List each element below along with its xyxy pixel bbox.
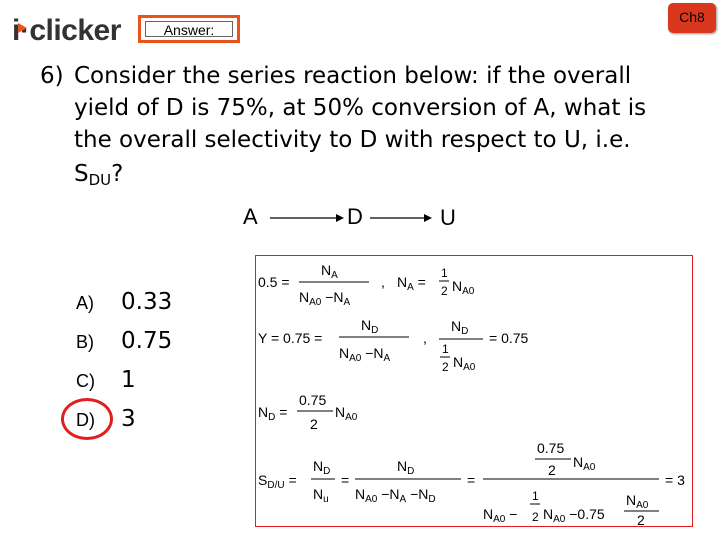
play-arrow-icon <box>18 23 27 33</box>
svg-text:ND: $N_D$ <box>361 317 379 336</box>
solution-equations <box>255 255 693 527</box>
svg-text:SD/U =: $S_{D/U}$ = <box>258 472 297 491</box>
svg-text:NA: $N_A$ <box>321 262 338 281</box>
svg-text:NA0 −: $N_{A0}$ − <box>483 506 518 525</box>
svg-text:0.5 =: 0.5 = <box>258 274 290 290</box>
choice-a-letter: A) <box>76 293 94 313</box>
selectivity-subscript: DU <box>88 171 112 189</box>
svg-text:NA0 −0.75: $N_{A0} -0.75$ <box>543 506 605 525</box>
svg-text:1: 1 <box>532 489 539 503</box>
svg-text:ND: $N_D$ <box>313 458 331 477</box>
answer-label: Answer: <box>145 21 233 37</box>
svg-text:,: , <box>381 274 385 290</box>
svg-text:,: , <box>423 330 427 346</box>
choice-c-letter: C) <box>76 371 95 391</box>
question-line-2: yield of D is 75%, at 50% conversion of A, what is <box>74 95 647 121</box>
choice-d-letter: D) <box>76 410 95 430</box>
svg-text:2: 2 <box>310 416 318 432</box>
arrow-head-icon <box>336 214 344 222</box>
species-u: U <box>440 205 456 230</box>
svg-text:Y = 0.75 =: Y = 0.75 = <box>258 330 323 346</box>
svg-text:=: = <box>467 472 476 488</box>
svg-text:NA0: $N_{A0}$ <box>453 354 476 373</box>
svg-text:2: 2 <box>442 360 449 374</box>
svg-text:2: 2 <box>532 510 539 524</box>
svg-text:NA =: $N_A$ = <box>397 274 426 293</box>
species-d: D <box>347 204 363 229</box>
svg-text:0.75: 0.75 <box>299 392 327 408</box>
logo-text: i·clicker <box>12 14 121 47</box>
svg-text:2: 2 <box>637 512 645 527</box>
svg-text:NA0: $N_{A0}$ <box>573 454 596 473</box>
selectivity-symbol: S <box>74 161 89 187</box>
svg-text:NA0: $N_{A0}$ <box>452 278 475 297</box>
choice-d-value: 3 <box>121 406 136 432</box>
svg-text:ND: $N_D$ <box>451 318 469 337</box>
species-a: A <box>243 204 258 229</box>
chapter-badge: Ch8 <box>668 3 716 33</box>
svg-text:= 3: = 3 <box>665 472 685 488</box>
svg-text:NA0 −NA −ND: $N_{A0} -N_A -N_D$ <box>355 486 436 505</box>
question-number: 6) <box>40 63 64 89</box>
choice-c-value: 1 <box>121 367 136 393</box>
svg-text:1: 1 <box>442 342 449 356</box>
question-line-4 <box>74 158 123 196</box>
choice-b-value: 0.75 <box>121 328 173 354</box>
correct-answer-circle <box>61 398 113 440</box>
svg-text:Nu: $N_u$ <box>313 486 329 505</box>
svg-text:0.75: 0.75 <box>537 440 565 456</box>
svg-text:=: = <box>341 472 350 488</box>
svg-text:2: 2 <box>548 462 556 478</box>
choice-b-letter: B) <box>76 332 94 352</box>
svg-text:ND: $N_D$ <box>397 458 415 477</box>
iclicker-logo <box>12 14 121 48</box>
arrow-head-icon <box>424 214 432 222</box>
svg-text:2: 2 <box>441 284 448 298</box>
svg-text:ND =: $N_D$ = <box>258 404 288 423</box>
question-mark: ? <box>111 161 124 187</box>
answer-box <box>138 15 240 43</box>
svg-text:NA0: $N_{A0}$ <box>335 404 358 423</box>
svg-text:= 0.75: = 0.75 <box>489 330 529 346</box>
svg-text:1: 1 <box>441 266 448 280</box>
svg-text:NA0: $N_{A0}$ <box>626 492 649 511</box>
svg-text:NA0 −NA: $N_{A0} -N_A$ <box>299 289 351 308</box>
choice-a-value: 0.33 <box>121 289 173 315</box>
question-line-3: the overall selectivity to D with respect to U, i.e. <box>74 127 631 153</box>
svg-text:NA0 −NA: $N_{A0} -N_A$ <box>339 345 391 364</box>
question-line-1: Consider the series reaction below: if the overall <box>74 63 632 89</box>
